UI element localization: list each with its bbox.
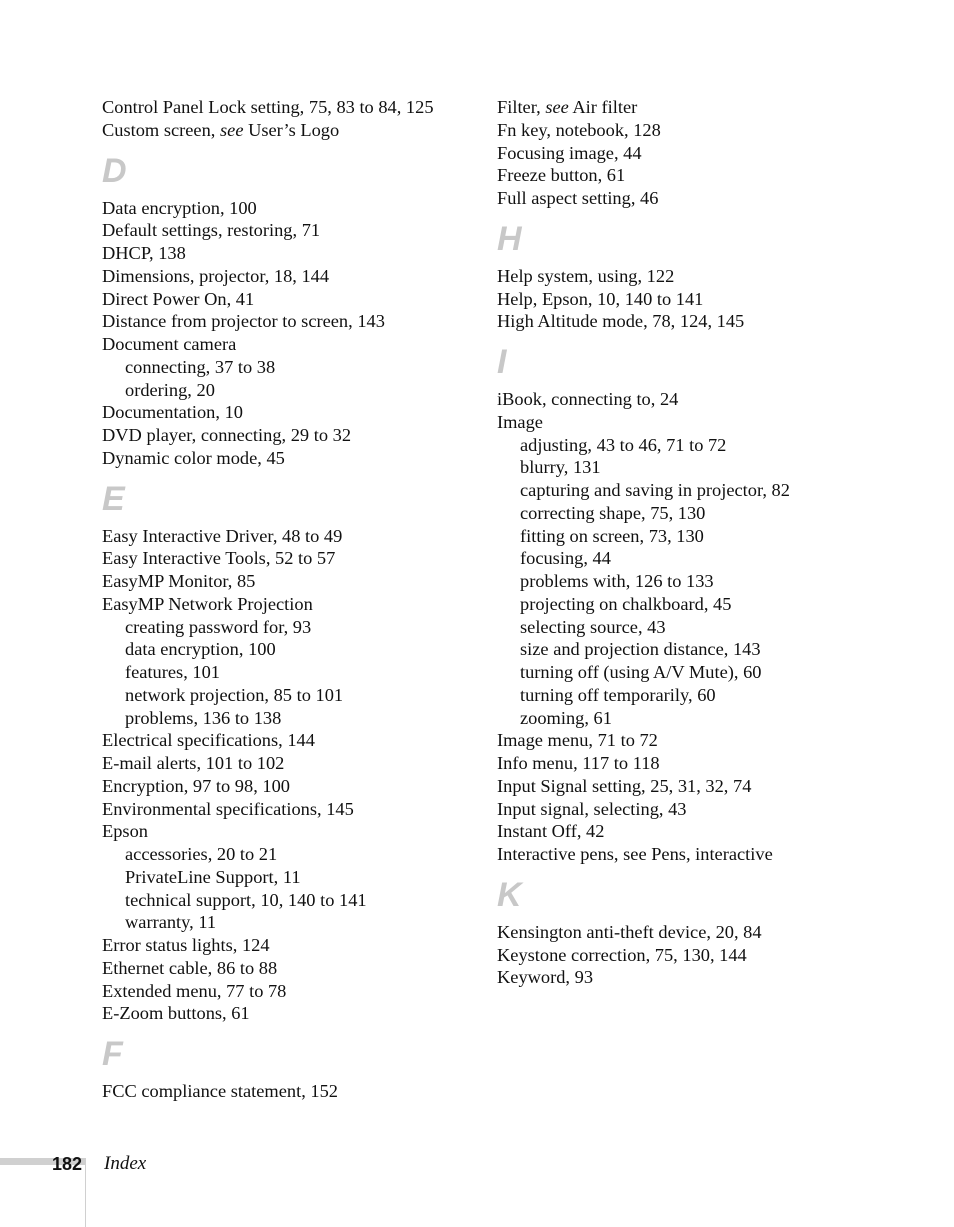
page-number: 182 [52,1154,83,1174]
index-subentry: selecting source, 43 [520,616,666,637]
index-entry: Environmental specifications, 145 [102,798,354,819]
index-subentry: correcting shape, 75, 130 [520,502,706,523]
index-entry: Epson [102,821,148,842]
index-entry: Dimensions, projector, 18, 144 [102,265,330,286]
index-subentry: network projection, 85 to 101 [125,684,344,705]
index-entry: Input signal, selecting, 43 [497,798,687,819]
see-reference: see [220,119,244,140]
section-letter-i: I [497,343,507,381]
index-entry [497,96,877,119]
index-entry: EasyMP Monitor, 85 [102,571,256,591]
index-subentry: data encryption, 100 [125,639,276,660]
index-subentry: problems with, 126 to 133 [520,571,714,591]
index-subentry: problems, 136 to 138 [125,707,282,728]
index-entry: Default settings, restoring, 71 [102,220,321,241]
index-entry: Ethernet cable, 86 to 88 [102,957,278,978]
index-entry: EasyMP Network Projection [102,593,313,614]
index-entry: Info menu, 117 to 118 [497,753,660,773]
index-subentry: warranty, 11 [125,912,217,933]
index-entry [102,119,482,142]
index-subentry: blurry, 131 [520,457,601,478]
index-subentry: ordering, 20 [125,379,215,400]
index-entry: Easy Interactive Driver, 48 to 49 [102,525,343,546]
index-subentry: projecting on chalkboard, 45 [520,593,732,614]
index-entry: E-Zoom buttons, 61 [102,1003,250,1024]
index-subentry: creating password for, 93 [125,616,312,637]
section-letter-f: F [102,1035,123,1073]
index-entry: Data encryption, 100 [102,197,257,218]
index-entry: iBook, connecting to, 24 [497,389,679,409]
section-letter-d: D [102,151,127,190]
index-column-right [497,96,877,989]
index-entry: Error status lights, 124 [102,935,270,955]
section-letter-k: K [497,875,522,914]
index-entry: Fn key, notebook, 128 [497,119,661,140]
index-subentry: zooming, 61 [520,707,612,728]
index-subentry: turning off temporarily, 60 [520,684,716,705]
index-subentry: turning off (using A/V Mute), 60 [520,662,762,682]
index-entry: DHCP, 138 [102,243,186,263]
index-subentry: fitting on screen, 73, 130 [520,525,704,546]
index-entry: Keyword, 93 [497,967,594,988]
index-entry: High Altitude mode, 78, 124, 145 [497,311,745,332]
index-subentry: connecting, 37 to 38 [125,356,276,377]
index-subentry: focusing, 44 [520,548,611,569]
index-entry: Kensington anti-theft device, 20, 84 [497,921,762,942]
index-entry: Focusing image, 44 [497,142,642,163]
index-subentry: technical support, 10, 140 to 141 [125,889,367,910]
index-entry: Interactive pens, see Pens, interactive [497,844,773,864]
index-entry: Electrical specifications, 144 [102,730,315,751]
index-subentry: size and projection distance, 143 [520,639,761,660]
entry-target: User’s Logo [243,119,340,140]
entry-target: Air filter [568,97,638,117]
see-reference: see [545,97,569,117]
entry-text: Filter, [497,97,546,117]
index-entry: Help, Epson, 10, 140 to 141 [497,288,704,309]
entry-text: Custom screen, [102,119,220,140]
index-entry: Image [497,411,543,432]
index-entry: Documentation, 10 [102,402,243,423]
index-entry: Freeze button, 61 [497,165,626,186]
index-entry: Dynamic color mode, 45 [102,447,285,468]
index-subentry: capturing and saving in projector, 82 [520,480,790,500]
index-subentry: adjusting, 43 to 46, 71 to 72 [520,434,727,455]
index-subentry: PrivateLine Support, 11 [125,866,301,887]
index-entry: E-mail alerts, 101 to 102 [102,753,285,773]
index-entry: DVD player, connecting, 29 to 32 [102,425,352,445]
index-subentry: features, 101 [125,662,220,682]
section-letter-e: E [102,479,125,518]
index-column-left [102,96,482,1103]
index-entry: Distance from projector to screen, 143 [102,311,385,332]
index-entry: Document camera [102,334,237,354]
index-entry: Input Signal setting, 25, 31, 32, 74 [497,775,752,796]
index-entry: Keystone correction, 75, 130, 144 [497,944,747,965]
index-entry: Extended menu, 77 to 78 [102,980,287,1001]
index-entry: Help system, using, 122 [497,265,675,286]
footer-section-label: Index [104,1153,147,1174]
section-letter-h: H [497,219,522,258]
index-entry: Instant Off, 42 [497,821,605,842]
index-entry: Image menu, 71 to 72 [497,730,658,751]
footer-divider [85,1158,86,1227]
index-subentry: accessories, 20 to 21 [125,844,278,864]
index-entry: Encryption, 97 to 98, 100 [102,775,290,796]
index-entry: Easy Interactive Tools, 52 to 57 [102,548,336,569]
index-entry: Direct Power On, 41 [102,288,255,309]
index-entry: Control Panel Lock setting, 75, 83 to 84, 125 [102,97,434,117]
index-entry: FCC compliance statement, 152 [102,1081,338,1101]
index-entry: Full aspect setting, 46 [497,188,659,208]
